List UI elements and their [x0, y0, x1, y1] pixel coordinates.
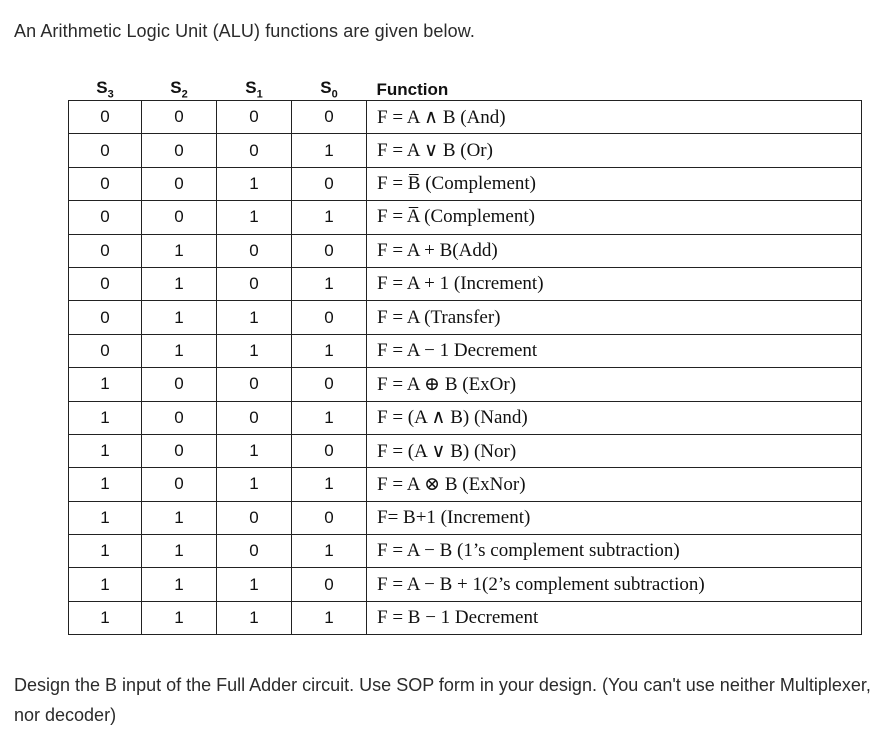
cell-s2: 0	[142, 434, 217, 467]
cell-s2: 1	[142, 234, 217, 267]
cell-s0: 0	[292, 301, 367, 334]
cell-s2: 1	[142, 301, 217, 334]
cell-s1: 0	[217, 401, 292, 434]
cell-s1: 1	[217, 301, 292, 334]
cell-s2: 1	[142, 501, 217, 534]
cell-s0: 1	[292, 334, 367, 367]
cell-s2: 1	[142, 267, 217, 300]
cell-s3: 0	[69, 234, 142, 267]
table-row	[69, 501, 862, 534]
cell-function: F = A (Transfer)	[367, 301, 862, 334]
cell-s1: 0	[217, 535, 292, 568]
cell-s1: 0	[217, 368, 292, 401]
cell-function: F = (A ∧ B) (Nand)	[367, 401, 862, 434]
cell-s2: 1	[142, 334, 217, 367]
cell-function: F = A ∧ B (And)	[367, 101, 862, 134]
cell-function: F = A − 1 Decrement	[367, 334, 862, 367]
table-row	[69, 334, 862, 367]
cell-s0: 1	[292, 201, 367, 234]
cell-s1: 1	[217, 334, 292, 367]
cell-s0: 1	[292, 401, 367, 434]
cell-s3: 0	[69, 334, 142, 367]
cell-s3: 1	[69, 468, 142, 501]
cell-s2: 0	[142, 201, 217, 234]
cell-function: F = A − B + 1(2’s complement subtraction)	[367, 568, 862, 601]
cell-function: F = (A ∨ B) (Nor)	[367, 434, 862, 467]
intro-text: An Arithmetic Logic Unit (ALU) functions are given below.	[14, 21, 475, 41]
cell-function: F = A ⊗ B (ExNor)	[367, 468, 862, 501]
cell-s2: 0	[142, 401, 217, 434]
cell-function: F = A + 1 (Increment)	[367, 267, 862, 300]
cell-s0: 0	[292, 167, 367, 200]
cell-s1: 1	[217, 167, 292, 200]
cell-s0: 0	[292, 501, 367, 534]
cell-s2: 1	[142, 568, 217, 601]
cell-function: F = B̅ (Complement)	[367, 167, 862, 200]
cell-s3: 0	[69, 167, 142, 200]
cell-s2: 0	[142, 101, 217, 134]
cell-s0: 0	[292, 101, 367, 134]
cell-function: F = A + B(Add)	[367, 234, 862, 267]
header-s0: $S_0$	[320, 77, 338, 100]
cell-s2: 0	[142, 368, 217, 401]
table-row	[69, 134, 862, 167]
header-s1: $S_1$	[245, 77, 263, 100]
cell-s0: 0	[292, 368, 367, 401]
cell-s1: 0	[217, 234, 292, 267]
cell-s1: 1	[217, 468, 292, 501]
cell-s1: 1	[217, 601, 292, 634]
cell-s3: 1	[69, 535, 142, 568]
cell-s2: 0	[142, 134, 217, 167]
cell-s3: 1	[69, 601, 142, 634]
cell-s3: 1	[69, 501, 142, 534]
cell-s0: 1	[292, 535, 367, 568]
cell-s1: 0	[217, 134, 292, 167]
cell-s2: 0	[142, 167, 217, 200]
table-body	[69, 101, 862, 635]
table-row	[69, 568, 862, 601]
cell-s3: 0	[69, 101, 142, 134]
question-text: Design the B input of the Full Adder circuit. Use SOP form in your design. (You can't use neither Multiplexer, nor decoder)	[14, 675, 871, 725]
header-s2: $S_2$	[170, 77, 188, 100]
table-row	[69, 267, 862, 300]
cell-s3: 1	[69, 568, 142, 601]
cell-function: F = B − 1 Decrement	[367, 601, 862, 634]
cell-s0: 0	[292, 234, 367, 267]
table-row	[69, 434, 862, 467]
cell-function: F = A − B (1’s complement subtraction)	[367, 535, 862, 568]
cell-s1: 1	[217, 201, 292, 234]
cell-s0: 0	[292, 568, 367, 601]
cell-s1: 0	[217, 101, 292, 134]
cell-s3: 0	[69, 134, 142, 167]
table-row	[69, 535, 862, 568]
cell-s3: 0	[69, 301, 142, 334]
cell-s3: 0	[69, 201, 142, 234]
table-row	[69, 601, 862, 634]
table-row	[69, 468, 862, 501]
cell-s0: 1	[292, 134, 367, 167]
cell-s1: 1	[217, 568, 292, 601]
cell-s3: 1	[69, 368, 142, 401]
alu-function-table	[68, 74, 862, 635]
table-row	[69, 167, 862, 200]
header-s3: $S_3$	[96, 77, 114, 100]
cell-s3: 1	[69, 434, 142, 467]
cell-s0: 1	[292, 267, 367, 300]
cell-s3: 0	[69, 267, 142, 300]
cell-s2: 0	[142, 468, 217, 501]
cell-s0: 1	[292, 601, 367, 634]
cell-function: F= B+1 (Increment)	[367, 501, 862, 534]
cell-function: F = A̅ (Complement)	[367, 201, 862, 234]
header-function: Function	[376, 80, 449, 99]
cell-function: F = A ∨ B (Or)	[367, 134, 862, 167]
table-row	[69, 101, 862, 134]
cell-s2: 1	[142, 601, 217, 634]
table-row	[69, 234, 862, 267]
table-row	[69, 368, 862, 401]
table-row	[69, 301, 862, 334]
cell-s0: 0	[292, 434, 367, 467]
table-row	[69, 401, 862, 434]
cell-s0: 1	[292, 468, 367, 501]
table-row	[69, 201, 862, 234]
cell-s2: 1	[142, 535, 217, 568]
table-header-row	[69, 74, 862, 101]
cell-s3: 1	[69, 401, 142, 434]
cell-function: F = A ⊕ B (ExOr)	[367, 368, 862, 401]
cell-s1: 0	[217, 267, 292, 300]
cell-s1: 1	[217, 434, 292, 467]
cell-s1: 0	[217, 501, 292, 534]
